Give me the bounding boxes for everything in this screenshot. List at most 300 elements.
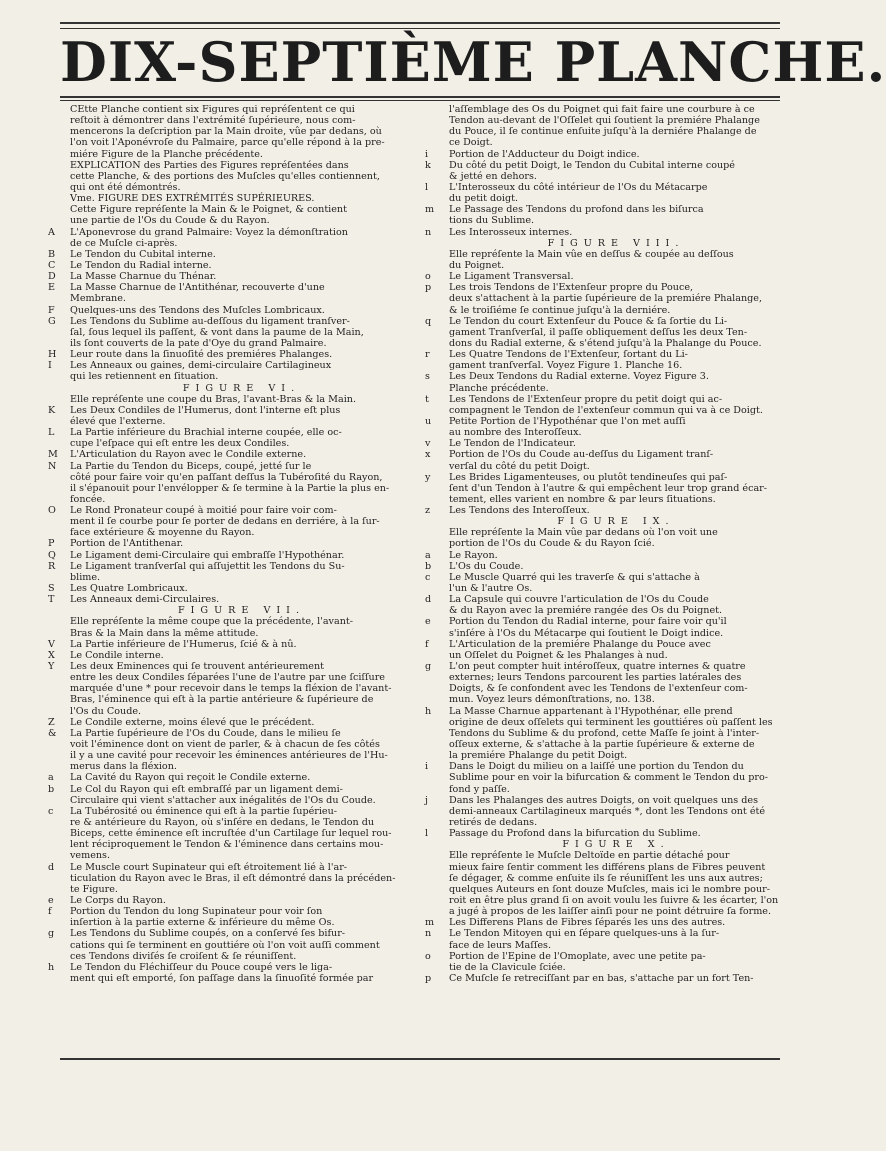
left-column (48, 104, 413, 1054)
text-line (48, 327, 413, 338)
line-text: Les Quatre Lombricaux. (70, 583, 188, 595)
text-line (48, 215, 413, 226)
line-text: qui les retiennent en ſituation. (70, 371, 219, 383)
line-text: Elle repréſente la même coupe que la précédente, l'avant- (70, 616, 353, 628)
line-text: origine de deux oſſelets qui terminent les gouttiéres où paſſent les (449, 716, 773, 728)
line-text: tement, elles varient en nombre & par leurs ſituations. (449, 493, 716, 505)
line-text: Le Corps du Rayon. (70, 894, 166, 906)
page-title: DIX-SEPTIÈME PLANCHE. (60, 30, 886, 94)
line-text: demi-anneaux Cartilagineux marqués *, dont les Tendons ont été (449, 805, 766, 817)
text-line (48, 728, 413, 739)
line-text: FIGURE X. (562, 839, 670, 851)
text-line (48, 371, 413, 382)
line-text: Les Deux Tendons du Radial externe. Voyez Figure 3. (449, 371, 709, 383)
text-line (48, 706, 413, 717)
line-text: compagnent le Tendon de l'extenſeur commun qui va à ce Doigt. (449, 404, 763, 416)
text-line (425, 171, 783, 182)
margin-letter: P (48, 538, 55, 550)
line-text: Les Differens Plans de Fibres ſéparés les uns des autres. (449, 917, 726, 929)
text-line (48, 104, 413, 115)
text-line (48, 461, 413, 472)
text-line (48, 204, 413, 215)
text-line (425, 472, 783, 483)
line-text: s'inſére à l'Os du Métacarpe qui ſoutient le Doigt indice. (449, 627, 724, 639)
text-line (425, 706, 783, 717)
margin-letter: o (425, 950, 431, 962)
text-line (425, 572, 783, 583)
line-text: du petit doigt. (449, 193, 519, 205)
margin-letter: f (48, 906, 52, 918)
text-line (425, 126, 783, 137)
line-text: Le Tendon de l'Indicateur. (449, 438, 576, 450)
line-text: Le Tendon du Fléchiſſeur du Pouce coupé vers le liga- (70, 961, 333, 973)
text-line (48, 483, 413, 494)
margin-letter: y (425, 471, 431, 483)
text-line (48, 951, 413, 962)
line-text: la premiére Phalange du petit Doigt. (449, 750, 628, 762)
text-line (425, 561, 783, 572)
text-line (425, 694, 783, 705)
text-line (425, 616, 783, 627)
margin-letter: o (425, 271, 431, 283)
margin-letter: T (48, 594, 55, 606)
margin-letter: u (425, 415, 432, 427)
text-line (48, 126, 413, 137)
text-line (425, 928, 783, 939)
text-line (48, 349, 413, 360)
margin-letter: x (425, 449, 431, 461)
line-text: Le Tendon du court Extenſeur du Pouce & ſa ſortie du Li- (449, 315, 728, 327)
line-text: Elle repréſente le Muſcle Deltoïde en partie détaché pour (449, 850, 730, 862)
text-line (425, 227, 783, 238)
line-text: Dans les Phalanges des autres Doigts, on voit quelques uns des (449, 794, 759, 806)
text-line (425, 383, 783, 394)
margin-letter: q (425, 315, 432, 327)
margin-letter: n (425, 928, 432, 940)
margin-letter: l (425, 181, 429, 193)
line-text: ſent d'un Tendon à l'autre & qui empêchent leur trop grand écar- (449, 482, 768, 494)
line-text: gament tranſverſal. Voyez Figure 1. Planche 16. (449, 360, 683, 372)
text-line (425, 973, 783, 984)
line-text: il y a une cavité pour recevoir les éminences antérieures de l'Hu- (70, 750, 388, 762)
text-line (425, 772, 783, 783)
margin-letter: E (48, 282, 56, 294)
line-text: Elle repréſente la Main vûe par dedans où l'on voit une (449, 527, 718, 539)
text-line (48, 683, 413, 694)
margin-letter: N (48, 460, 57, 472)
line-text: Les trois Tendons de l'Extenſeur propre du Pouce, (449, 282, 694, 294)
text-line (48, 594, 413, 605)
line-text: Portion du Tendon du long Supinateur pour voir ſon (70, 906, 323, 918)
text-line (425, 750, 783, 761)
text-line (48, 895, 413, 906)
text-line (425, 104, 783, 115)
text-line (425, 951, 783, 962)
margin-letter: g (48, 928, 55, 940)
text-line (425, 862, 783, 873)
line-text: Sublime pour en voir la bifurcation & comment le Tendon du pro- (449, 772, 769, 784)
line-text: Membrane. (70, 293, 126, 305)
margin-letter: G (48, 315, 56, 327)
text-line (425, 137, 783, 148)
text-line (425, 349, 783, 360)
text-line (425, 873, 783, 884)
margin-letter: k (425, 159, 431, 171)
line-text: Portion du Tendon du Radial interne, pour faire voir qu'il (449, 616, 727, 628)
line-text: ticulation du Rayon avec le Bras, il eſt démontré dans la précéden- (70, 872, 396, 884)
line-text: L'Articulation de la premiére Phalange du Pouce avec (449, 638, 711, 650)
line-text: externes; leurs Tendons parcourent les parties latérales des (449, 672, 742, 684)
margin-letter: & (48, 727, 57, 739)
line-text: Portion de l'Antithenar. (70, 538, 184, 550)
text-line (425, 483, 783, 494)
margin-letter: Y (48, 661, 55, 673)
text-line (425, 249, 783, 260)
margin-letter: l (425, 828, 429, 840)
line-text: face de leurs Maſſes. (449, 939, 552, 951)
text-line (425, 149, 783, 160)
text-line (425, 795, 783, 806)
text-line (425, 550, 783, 561)
margin-letter: K (48, 404, 56, 416)
text-line (425, 416, 783, 427)
line-text: L'Aponevrose du grand Palmaire: Voyez la démonſtration (70, 226, 348, 238)
text-line (48, 650, 413, 661)
margin-letter: p (425, 282, 432, 294)
text-line (48, 527, 413, 538)
line-text: blime. (70, 571, 101, 583)
margin-letter: B (48, 248, 56, 260)
margin-letter: f (425, 638, 429, 650)
line-text: L'Os du Coude. (449, 560, 524, 572)
text-line (48, 516, 413, 527)
margin-letter: i (425, 148, 429, 160)
line-text: Portion de l'Os du Coude au-deſſus du Ligament tranſ- (449, 449, 714, 461)
line-text: Passage du Profond dans la bifurcation du Sublime. (449, 828, 701, 840)
line-text: mieux faire ſentir comment les différens plans de Fibres peuvent (449, 861, 766, 873)
line-text: face extérieure & moyenne du Rayon. (70, 527, 255, 539)
line-text: au nombre des Interoſſeux. (449, 427, 582, 439)
margin-letter: r (425, 349, 430, 361)
line-text: La Capsule qui couvre l'articulation de l'Os du Coude (449, 594, 709, 606)
text-line (425, 728, 783, 739)
margin-letter: c (425, 571, 431, 583)
line-text: Le Condile interne. (70, 649, 164, 661)
figure-heading (425, 839, 783, 850)
text-line (48, 405, 413, 416)
text-line (48, 238, 413, 249)
line-text: l'Os du Coude. (70, 705, 142, 717)
text-line (48, 360, 413, 371)
text-line (425, 461, 783, 472)
text-line (48, 538, 413, 549)
text-line (48, 438, 413, 449)
margin-letter: j (425, 794, 428, 806)
text-line (48, 550, 413, 561)
text-line (48, 305, 413, 316)
line-text: Leur route dans la ſinuoſité des premiéres Phalanges. (70, 349, 333, 361)
text-line (48, 694, 413, 705)
text-line (425, 271, 783, 282)
line-text: & le troiſiéme ſe continue juſqu'à la derniére. (449, 304, 671, 316)
text-line (425, 717, 783, 728)
text-line (48, 940, 413, 951)
line-text: Ce Muſcle ſe retreciſſant par en bas, s'attache par un fort Ten- (449, 972, 754, 984)
line-text: ſal, ſous lequel ils paſſent, & vont dans la paume de la Main, (70, 326, 364, 338)
text-line (48, 828, 413, 839)
text-line (425, 371, 783, 382)
line-text: ment qui eſt emporté, ſon paſſage dans la ſinuoſité formée par (70, 972, 374, 984)
text-line (48, 472, 413, 483)
line-text: Elle repréſente une coupe du Bras, l'avant-Bras & la Main. (70, 393, 356, 405)
margin-letter: n (425, 226, 432, 238)
text-line (48, 572, 413, 583)
margin-letter: M (48, 449, 58, 461)
line-text: Portion de l'Adducteur du Doigt indice. (449, 148, 640, 160)
figure-heading (48, 383, 413, 394)
margin-letter: C (48, 259, 56, 271)
line-text: Les Tendons du Sublime coupés, on a conſervé ſes bifur- (70, 928, 346, 940)
line-text: Les Tendons du Sublime au-deſſous du ligament tranſver- (70, 315, 350, 327)
text-line (48, 416, 413, 427)
line-text: portion de l'Os du Coude & du Rayon ſcié. (449, 538, 655, 550)
line-text: L'on peut compter huit intéroſſeux, quatre internes & quatre (449, 661, 746, 673)
line-text: tions du Sublime. (449, 215, 535, 227)
right-column (425, 104, 783, 1054)
title-rule-thin (60, 100, 780, 101)
title-rule (60, 96, 780, 98)
line-text: La Masse Charnue du Thénar. (70, 271, 217, 283)
text-line (425, 594, 783, 605)
text-line (48, 862, 413, 873)
margin-letter: e (48, 894, 54, 906)
text-line (425, 527, 783, 538)
bottom-rule (60, 1058, 780, 1060)
line-text: FIGURE IX. (557, 516, 675, 528)
text-line (48, 583, 413, 594)
line-text: Le Muscle Quarré qui les traverſe & qui s'attache à (449, 571, 700, 583)
text-line (48, 906, 413, 917)
line-text: roit en être plus grand ſi on avoit voulu les ſuivre & les écarter, l'on (449, 894, 779, 906)
line-text: te Figure. (70, 883, 118, 895)
text-line (425, 338, 783, 349)
margin-letter: i (425, 761, 429, 773)
line-text: Le Rond Pronateur coupé à moitié pour faire voir com- (70, 505, 337, 517)
text-line (425, 405, 783, 416)
text-line (425, 828, 783, 839)
text-line (425, 628, 783, 639)
line-text: Les Quatre Tendons de l'Extenſeur, ſortant du Li- (449, 349, 688, 361)
line-text: Elle repréſente la Main vûe en deſſus & coupée au deſſous (449, 248, 734, 260)
top-border (60, 22, 780, 29)
margin-letter: m (425, 204, 435, 216)
text-line (48, 193, 413, 204)
text-line (425, 605, 783, 616)
line-text: lent réciproquement le Tendon & l'éminence dans certains mou- (70, 839, 384, 851)
line-text: l'aſſemblage des Os du Poignet qui fait faire une courbure à ce (449, 104, 755, 115)
line-text: tie de la Clavicule ſciée. (449, 961, 566, 973)
margin-letter: e (425, 616, 431, 628)
text-line (425, 193, 783, 204)
text-line (48, 260, 413, 271)
margin-letter: h (425, 705, 432, 717)
line-text: oſſeux externe, & s'attache à la partie ſupérieure & externe de (449, 739, 755, 751)
text-line (425, 505, 783, 516)
margin-letter: g (425, 661, 432, 673)
margin-letter: A (48, 226, 55, 238)
text-line (48, 160, 413, 171)
margin-letter: m (425, 917, 435, 929)
text-line (48, 137, 413, 148)
line-text: ſe dégager, & comme enſuite ils ſe réuniſſent les uns aux autres; (449, 872, 763, 884)
line-text: Circulaire qui vient s'attacher aux inégalités de l'Os du Coude. (70, 794, 376, 806)
line-text: fond y paſſe. (449, 783, 510, 795)
line-text: reſtoit à démontrer dans l'extrémité ſupérieure, nous com- (70, 115, 356, 127)
line-text: Le Condile externe, moins élevé que le précédent. (70, 716, 315, 728)
line-text: EXPLICATION des Parties des Figures repréſentées dans (70, 159, 349, 171)
margin-letter: a (425, 549, 431, 561)
line-text: dons du Radial externe, & s'étend juſqu'à la Phalange du Pouce. (449, 337, 762, 349)
line-text: marquée d'une * pour recevoir dans le temps la fléxion de l'avant- (70, 683, 392, 695)
text-line (48, 672, 413, 683)
line-text: FIGURE VI. (182, 382, 301, 394)
line-text: Portion de l'Epine de l'Omoplate, avec une petite pa- (449, 950, 706, 962)
line-text: ment il ſe courbe pour ſe porter de dedans en derriére, à la ſur- (70, 516, 380, 528)
line-text: La Partie du Tendon du Biceps, coupé, jetté ſur le (70, 460, 312, 472)
text-line (48, 249, 413, 260)
line-text: côté pour faire voir qu'en paſſant deſſus la Tubéroſité du Rayon, (70, 471, 383, 483)
text-line (48, 171, 413, 182)
line-text: vemens. (70, 850, 111, 862)
text-line (425, 115, 783, 126)
line-text: l'on voit l'Aponévroſe du Palmaire, parce qu'elle répond à la pre- (70, 137, 385, 149)
line-text: ils ſont couverts de la pate d'Oye du grand Palmaire. (70, 337, 327, 349)
margin-letter: v (425, 438, 431, 450)
text-line (425, 305, 783, 316)
text-line (48, 873, 413, 884)
text-line (425, 427, 783, 438)
line-text: du Poignet. (449, 259, 505, 271)
text-line (425, 761, 783, 772)
line-text: Le Passage des Tendons du profond dans les biſurca (449, 204, 704, 216)
text-line (425, 940, 783, 951)
line-text: Quelques-uns des Tendons des Muſcles Lombricaux. (70, 304, 325, 316)
text-line (425, 850, 783, 861)
line-text: Les Brides Ligamenteuses, ou plutôt tendineuſes qui paſ- (449, 471, 728, 483)
text-line (425, 260, 783, 271)
text-line (425, 494, 783, 505)
text-line (48, 149, 413, 160)
line-text: Les Anneaux demi-Circulaires. (70, 594, 220, 606)
text-line (48, 717, 413, 728)
margin-letter: d (425, 594, 432, 606)
line-text: du Pouce, il ſe continue enſuite juſqu'à la derniére Phalange de (449, 126, 757, 138)
line-text: miére Figure de la Planche précédente. (70, 148, 263, 160)
line-text: Le Col du Rayon qui eſt embraſſé par un ligament demi- (70, 783, 343, 795)
line-text: deux s'attachent à la partie ſupérieure de la premiére Phalange, (449, 293, 763, 305)
margin-letter: c (48, 805, 54, 817)
line-text: verſal du côté du petit Doigt. (449, 460, 590, 472)
margin-letter: s (425, 371, 430, 383)
line-text: l'un & l'autre Os. (449, 583, 533, 595)
line-text: de ce Muſcle ci-après. (70, 237, 178, 249)
line-text: qui ont été démontrés. (70, 181, 181, 193)
line-text: La Cavité du Rayon qui reçoit le Condile externe. (70, 772, 311, 784)
text-line (48, 973, 413, 984)
text-line (48, 616, 413, 627)
line-text: CEtte Planche contient six Figures qui repréſentent ce qui (70, 104, 355, 115)
margin-letter: d (48, 861, 55, 873)
line-text: retirés de dedans. (449, 817, 538, 828)
margin-letter: H (48, 349, 57, 361)
text-line (48, 850, 413, 861)
margin-letter: a (48, 772, 54, 784)
text-line (425, 316, 783, 327)
text-line (48, 839, 413, 850)
text-line (48, 427, 413, 438)
line-text: Le Tendon du Cubital interne. (70, 248, 216, 260)
text-line (425, 538, 783, 549)
line-text: FIGURE VIII. (547, 237, 685, 249)
line-text: entre les deux Condiles ſéparées l'une de l'autre par une ſciſſure (70, 672, 385, 684)
margin-letter: z (425, 505, 431, 517)
line-text: Vme. FIGURE DES EXTRÉMITÉS SUPÉRIEURES. (70, 193, 315, 205)
margin-letter: p (425, 972, 432, 984)
text-line (425, 661, 783, 672)
text-line (48, 449, 413, 460)
line-text: Les deux Eminences qui ſe trouvent antérieurement (70, 661, 325, 673)
line-text: quelques Auteurs en ſont douze Muſcles, mais ici le nombre pour- (449, 883, 770, 895)
line-text: il s'épanouit pour l'envélopper & ſe termine à la Partie la plus en- (70, 482, 390, 494)
line-text: merus dans la fléxion. (70, 761, 177, 773)
line-text: La Partie ſupérieure de l'Os du Coude, dans le milieu ſe (70, 727, 341, 739)
line-text: cations qui ſe terminent en gouttiére où l'on voit auſſi comment (70, 939, 380, 951)
text-line (425, 438, 783, 449)
line-text: Dans le Doigt du milieu on a laiſſé une portion du Tendon du (449, 761, 744, 773)
figure-heading (425, 238, 783, 249)
text-line (425, 160, 783, 171)
text-line (425, 639, 783, 650)
line-text: Le Muscle court Supinateur qui eſt étroitement lié à l'ar- (70, 861, 348, 873)
text-line (48, 739, 413, 750)
text-line (425, 917, 783, 928)
margin-letter: O (48, 505, 56, 517)
line-text: ce Doigt. (449, 137, 493, 149)
figure-heading (48, 605, 413, 616)
text-line (425, 293, 783, 304)
text-line (425, 806, 783, 817)
text-line (48, 661, 413, 672)
line-text: voit l'éminence dont on vient de parler, & à chacun de ſes côtés (70, 739, 380, 751)
line-text: L'Interosseux du côté intérieur de l'Os du Métacarpe (449, 181, 708, 193)
line-text: inſertion à la partie externe & inférieure du même Os. (70, 917, 335, 929)
line-text: Les Deux Condiles de l'Humerus, dont l'interne eſt plus (70, 404, 341, 416)
text-line (425, 449, 783, 460)
line-text: une partie de l'Os du Coude & du Rayon. (70, 215, 270, 227)
line-text: FIGURE VII. (177, 605, 306, 617)
margin-letter: D (48, 271, 56, 283)
text-line (48, 750, 413, 761)
text-line (48, 561, 413, 572)
line-text: Les Interosseux internes. (449, 226, 573, 238)
line-text: mun. Voyez leurs démonſtrations, no. 138. (449, 694, 655, 706)
line-text: cupe l'eſpace qui eſt entre les deux Condiles. (70, 438, 290, 450)
line-text: Planche précédente. (449, 382, 549, 394)
line-text: Les Tendons de l'Extenſeur propre du petit doigt qui ac- (449, 393, 723, 405)
line-text: cette Planche, & des portions des Muſcles qu'elles contiennent, (70, 170, 380, 182)
text-line (48, 115, 413, 126)
text-line (48, 316, 413, 327)
